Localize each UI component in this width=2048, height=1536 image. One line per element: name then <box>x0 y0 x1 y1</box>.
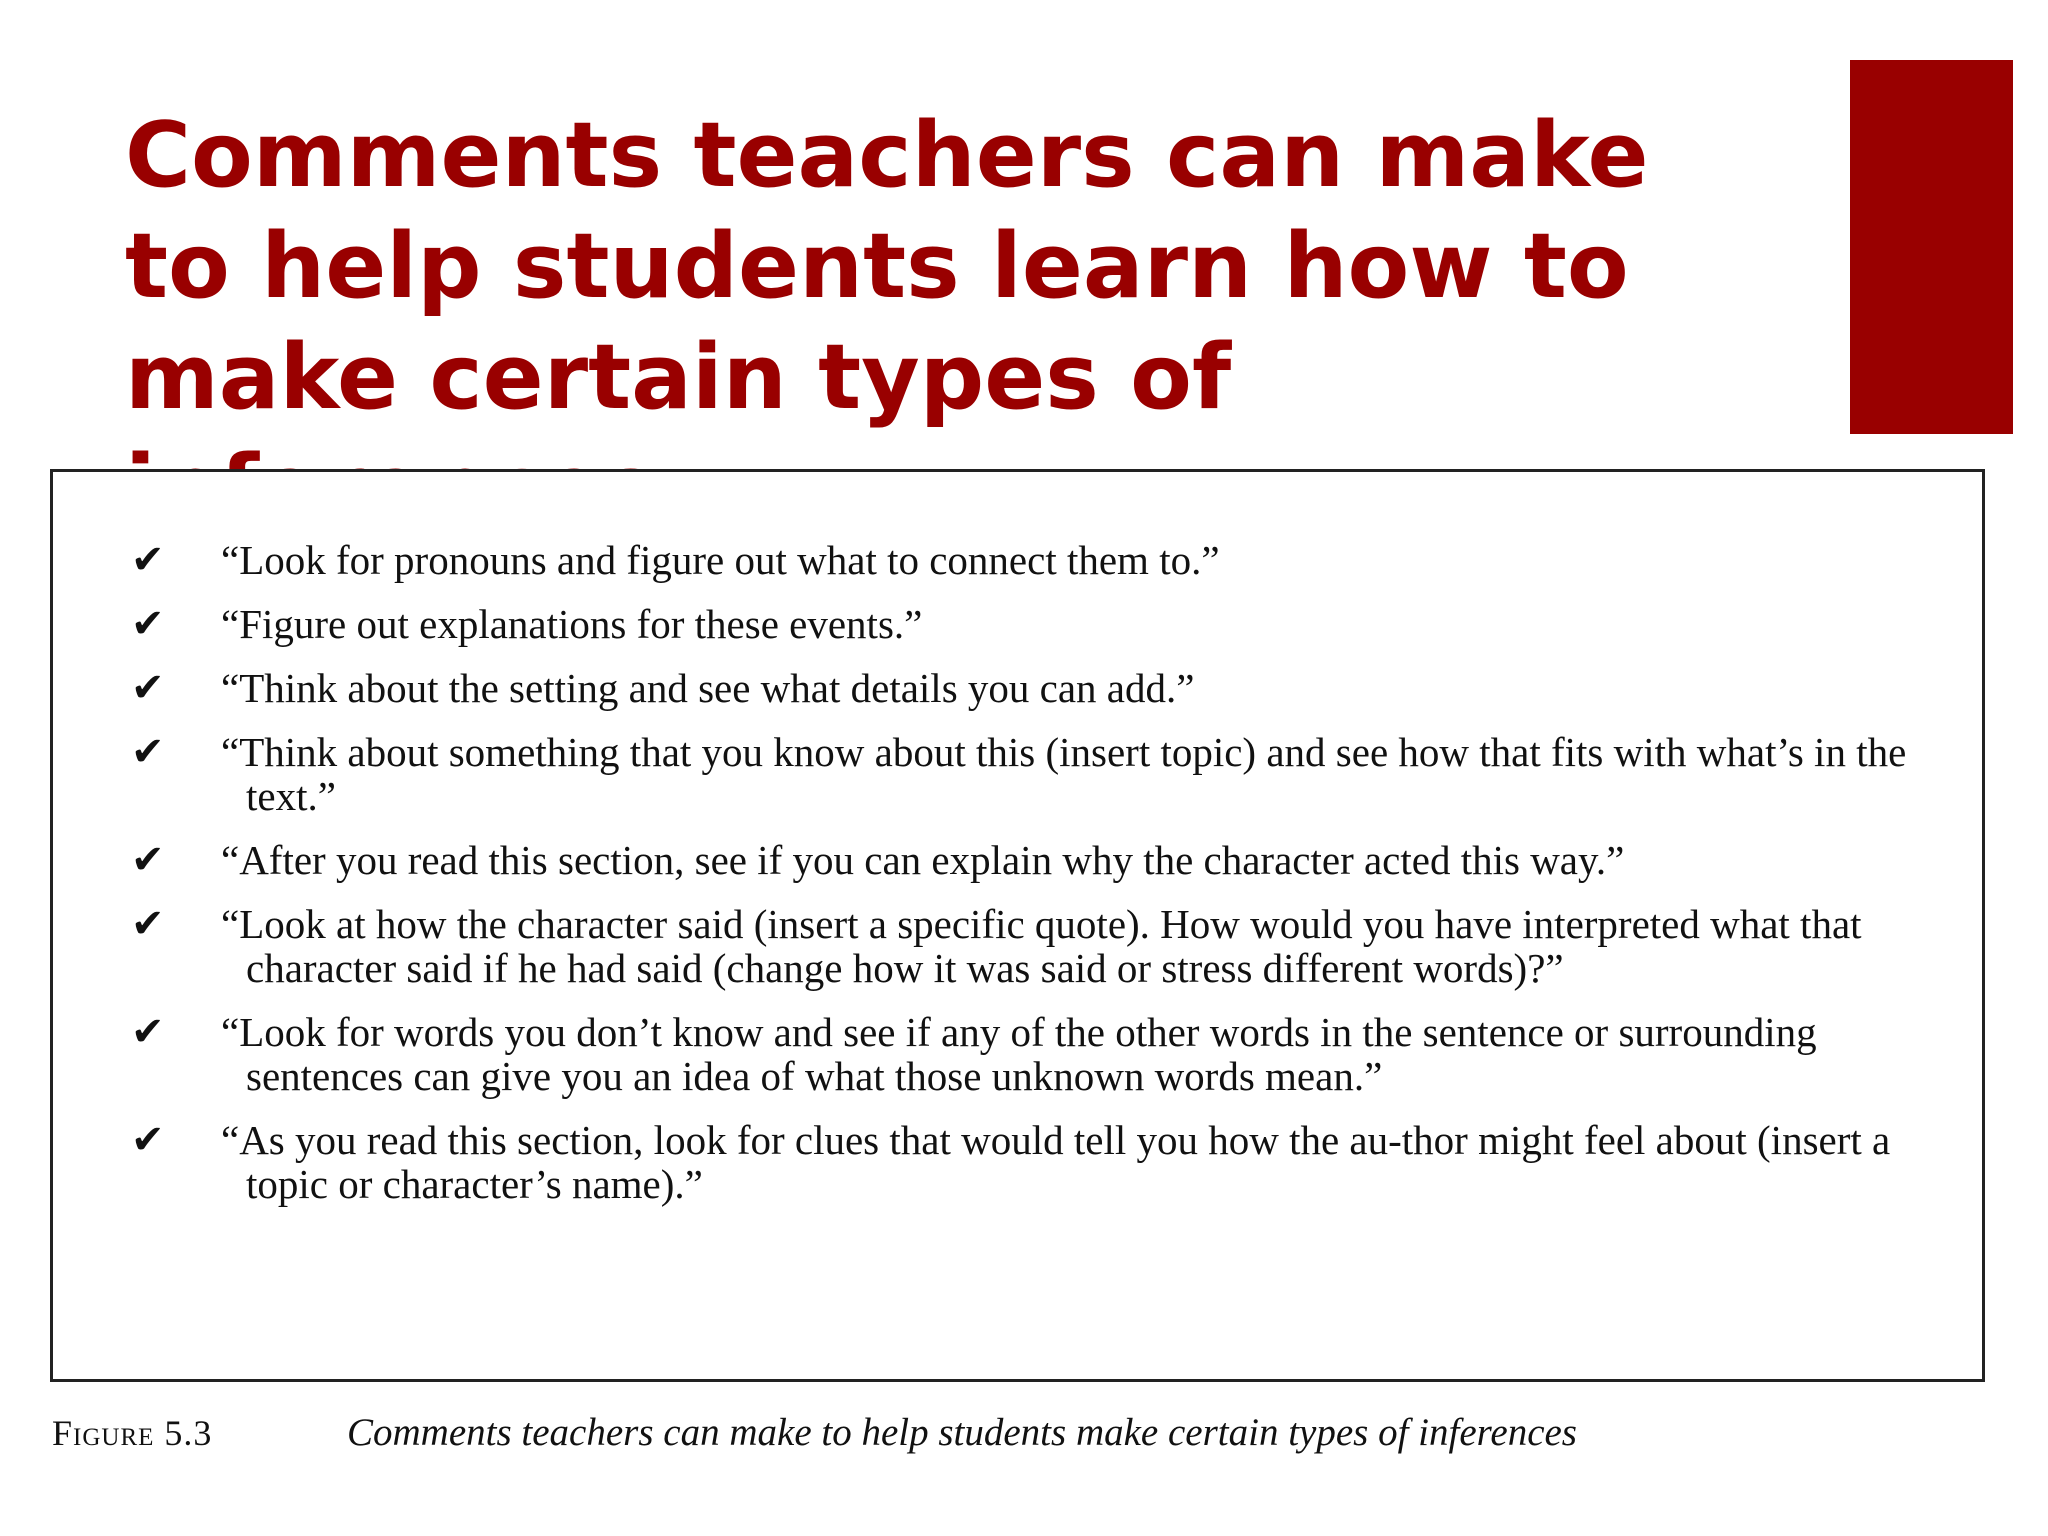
list-item <box>53 666 1982 710</box>
list-item <box>53 602 1982 646</box>
check-icon: ✔ <box>131 601 165 647</box>
list-item <box>53 730 1982 818</box>
check-icon: ✔ <box>131 537 165 583</box>
list-item <box>53 902 1982 990</box>
caption-text: Comments teachers can make to help students make certain types of inferences <box>347 1411 1577 1454</box>
list-item <box>53 538 1982 582</box>
comment-text: “Look for pronouns and figure out what to connect them to.” <box>221 537 1220 583</box>
check-icon: ✔ <box>131 901 165 947</box>
caption-label: Figure 5.3 <box>52 1413 213 1453</box>
comment-text: “Look for words you don’t know and see if any of the other words in the sentence or surrounding sentences can give you an idea of what those unknown words mean.” <box>221 1009 1817 1099</box>
comment-text: “Think about something that you know about this (insert topic) and see how that fits with what’s in the text.” <box>221 729 1907 819</box>
figure-box <box>50 469 1985 1382</box>
list-item <box>53 838 1982 882</box>
check-icon: ✔ <box>131 1009 165 1055</box>
check-icon: ✔ <box>131 837 165 883</box>
comment-text: “Look at how the character said (insert a specific quote). How would you have interpreted what that character said if he had said (change how it was said or stress different words)?” <box>221 901 1862 991</box>
comment-text: “After you read this section, see if you can explain why the character acted this way.” <box>221 837 1625 883</box>
list-item <box>53 1010 1982 1098</box>
comment-list <box>53 538 1982 1226</box>
accent-bar <box>1850 60 2013 434</box>
figure-caption <box>52 1410 1952 1456</box>
comment-text: “Figure out explanations for these events.” <box>221 601 923 647</box>
comment-text: “As you read this section, look for clues that would tell you how the au-thor might feel about (insert a topic or character’s name).” <box>221 1117 1891 1207</box>
check-icon: ✔ <box>131 1117 165 1163</box>
comment-text: “Think about the setting and see what details you can add.” <box>221 665 1195 711</box>
check-icon: ✔ <box>131 665 165 711</box>
check-icon: ✔ <box>131 729 165 775</box>
slide-title: Comments teachers can make to help students learn how to make certain types of <box>125 103 1649 430</box>
list-item <box>53 1118 1982 1206</box>
